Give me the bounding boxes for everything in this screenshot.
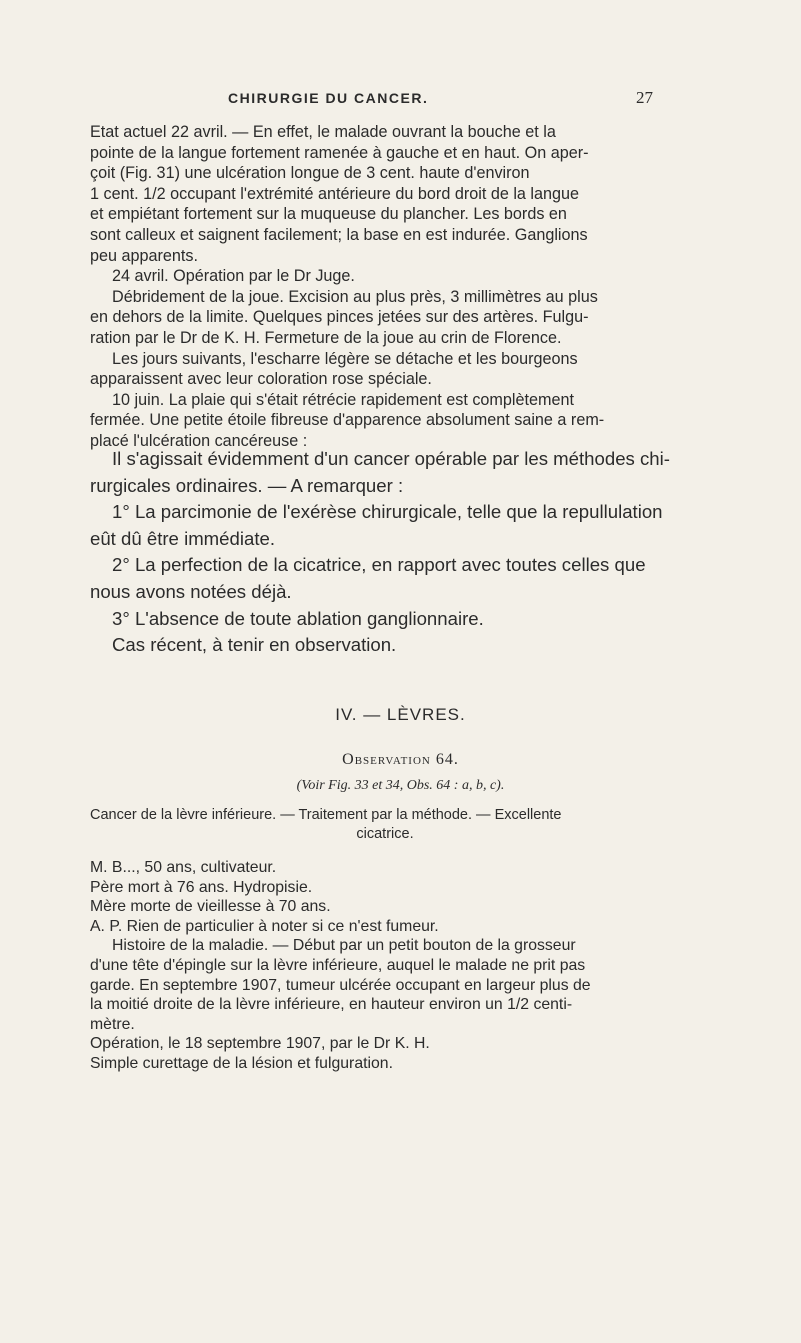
running-title: CHIRURGIE DU CANCER. (228, 90, 429, 106)
text-line: 1 cent. 1/2 occupant l'extrémité antérieure du bord droit de la langue (90, 184, 580, 203)
text-line: Opération, le 18 septembre 1907, par le Dr K. H. (90, 1035, 430, 1053)
text-line: pointe de la langue fortement ramenée à gauche et en haut. On aper- (90, 143, 589, 162)
text-line: et empiétant fortement sur la muqueuse du plancher. Les bords en (90, 205, 567, 224)
text-line: A. P. Rien de particulier à noter si ce n'est fumeur. (90, 917, 439, 935)
text-line: rurgicales ordinaires. — A remarquer : (90, 474, 404, 496)
text-line: Les jours suivants, l'escharre légère se détache et les bourgeons (112, 349, 578, 368)
observation-reference: (Voir Fig. 33 et 34, Obs. 64 : a, b, c). (296, 778, 505, 793)
text-line: ration par le Dr de K. H. Fermeture de la joue au crin de Florence. (90, 328, 562, 347)
text-line: M. B..., 50 ans, cultivateur. (90, 859, 277, 876)
text-line: Simple curettage de la lésion et fulguration. (90, 1054, 393, 1072)
text-line: çoit (Fig. 31) une ulcération longue de 3 cent. haute d'environ (90, 164, 530, 183)
text-line: Etat actuel 22 avril. — En effet, le malade ouvrant la bouche et la (90, 123, 556, 141)
text-line: peu apparents. (90, 246, 199, 265)
text-line: Débridement de la joue. Excision au plus près, 3 millimètres au plus (112, 287, 598, 306)
text-line: Mère morte de vieillesse à 70 ans. (90, 898, 331, 916)
summary-line: Cancer de la lèvre inférieure. — Traitement par la méthode. — Excellente (90, 807, 562, 823)
page-number: 27 (636, 88, 653, 107)
observation-summary (90, 806, 720, 844)
observation-body (90, 858, 710, 1074)
text-line: 10 juin. La plaie qui s'était rétrécie rapidement est complètement (112, 390, 574, 409)
observation-title: Observation 64. (342, 751, 459, 768)
text-line: 2° La perfection de la cicatrice, en rapport avec toutes celles que (112, 554, 646, 576)
text-line: fermée. Une petite étoile fibreuse d'apparence absolument saine a rem- (90, 411, 605, 430)
conclusion-paragraph (90, 446, 710, 659)
text-line: eût dû être immédiate. (90, 527, 276, 549)
text-line: garde. En septembre 1907, tumeur ulcérée occupant en largeur plus de (90, 976, 591, 994)
text-line: sont calleux et saignent facilement; la base en est indurée. Ganglions (90, 225, 588, 244)
summary-line: cicatrice. (356, 826, 414, 842)
case-report-paragraph (90, 122, 710, 452)
text-line: Histoire de la maladie. — Début par un petit bouton de la grosseur (112, 937, 576, 955)
text-line: Il s'agissait évidemment d'un cancer opérable par les méthodes chi- (112, 448, 670, 469)
text-line: mètre. (90, 1015, 135, 1033)
text-line: 24 avril. Opération par le Dr Juge. (112, 267, 355, 286)
text-line: la moitié droite de la lèvre inférieure, en hauteur environ un 1/2 centi- (90, 996, 573, 1014)
text-line: Père mort à 76 ans. Hydropisie. (90, 878, 313, 896)
text-line: 3° L'absence de toute ablation ganglionnaire. (112, 607, 484, 629)
text-line: Cas récent, à tenir en observation. (112, 634, 397, 656)
text-line: placé l'ulcération cancéreuse : (90, 431, 308, 450)
text-line: 1° La parcimonie de l'exérèse chirurgicale, telle que la repullulation (112, 501, 663, 523)
text-line: nous avons notées déjà. (90, 580, 292, 602)
text-line: d'une tête d'épingle sur la lèvre inférieure, auquel le malade ne prit pas (90, 956, 586, 974)
text-line: apparaissent avec leur coloration rose spéciale. (90, 370, 432, 389)
page-header (0, 90, 801, 120)
text-line: en dehors de la limite. Quelques pinces jetées sur des artères. Fulgu- (90, 308, 589, 327)
section-heading: IV. — LÈVRES. (335, 705, 466, 724)
